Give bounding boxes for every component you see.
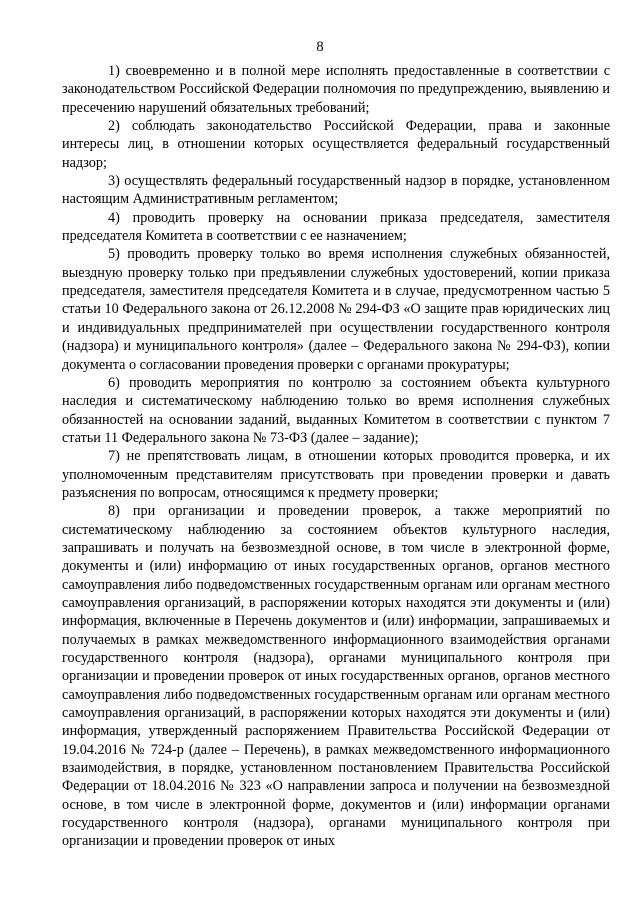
paragraph-5: 5) проводить проверку только во время исполнения служебных обязанностей, выездную проверку только при предъявлении служебных удостоверений, копии приказа председателя, заместителя председателя Комитета и в случае, предусмотренном частью 5 статьи 10 Федерального закона от 26.12.2008 № 294-ФЗ «О защите прав юридических лиц и индивидуальных предпринимателей при осуществлении государственного контроля (надзора) и муниципального контроля» (далее – Федерального закона № 294-ФЗ), копии документа о согласовании проведения проверки с органами прокуратуры; xyxy=(62,246,610,373)
paragraph-2: 2) соблюдать законодательство Российской Федерации, права и законные интересы лиц, в отношении которых осуществляется федеральный государственный надзор; xyxy=(62,118,610,171)
page-number: 8 xyxy=(316,39,324,55)
paragraph-8: 8) при организации и проведении проверок, а также мероприятий по систематическому наблюдению за состоянием объектов культурного наследия, запрашивать и получать на безвозмездной основе, в том числе в электронной форме, документы и (или) информацию от иных государственных органов, органов местного самоуправления либо подведомственных государственным органам или органам местного самоуправления организаций, в распоряжении которых находятся эти документы и (или) информация, включенные в Перечень документов и (или) информации, запрашиваемых и получаемых в рамках межведомственного информационного взаимодействия органами государственного контроля (надзора), органами муниципального контроля при организации и проведении проверок от иных государственных органов, органов местного самоуправления либо подведомственных государственным органам или органам местного самоуправления организаций, в распоряжении которых находятся эти документы и (или) информация, утвержденный распоряжением Правительства Российской Федерации от 19.04.2016 № 724-р (далее – Перечень), в рамках межведомственного информационного взаимодействия, в порядке, установленном постановлением Правительства Российской Федерации от 18.04.2016 № 323 «О направлении запроса и получении на безвозмездной основе, в том числе в электронной форме, документов и (или) информации органами государственного контроля (надзора), органами муниципального контроля при организации и проведении проверок от иных xyxy=(62,503,610,850)
document-body xyxy=(62,62,610,851)
paragraph-3: 3) осуществлять федеральный государственный надзор в порядке, установленном настоящим Административным регламентом; xyxy=(62,173,610,208)
paragraph-1: 1) своевременно и в полной мере исполнять предоставленные в соответствии с законодательством Российской Федерации полномочия по предупреждению, выявлению и пресечению нарушений обязательных требований; xyxy=(62,63,610,116)
paragraph-7: 7) не препятствовать лицам, в отношении которых проводится проверка, и их уполномоченным представителям присутствовать при проведении проверки и давать разъяснения по вопросам, относящимся к предмету проверки; xyxy=(62,448,610,501)
paragraph-4: 4) проводить проверку на основании приказа председателя, заместителя председателя Комитета в соответствии с ее назначением; xyxy=(62,209,610,245)
paragraph-6: 6) проводить мероприятия по контролю за состоянием объекта культурного наследия и систематическому наблюдению только во время исполнения служебных обязанностей на основании заданий, выданных Комитетом в соответствии с пунктом 7 статьи 11 Федерального закона № 73-ФЗ (далее – задание); xyxy=(62,374,610,446)
